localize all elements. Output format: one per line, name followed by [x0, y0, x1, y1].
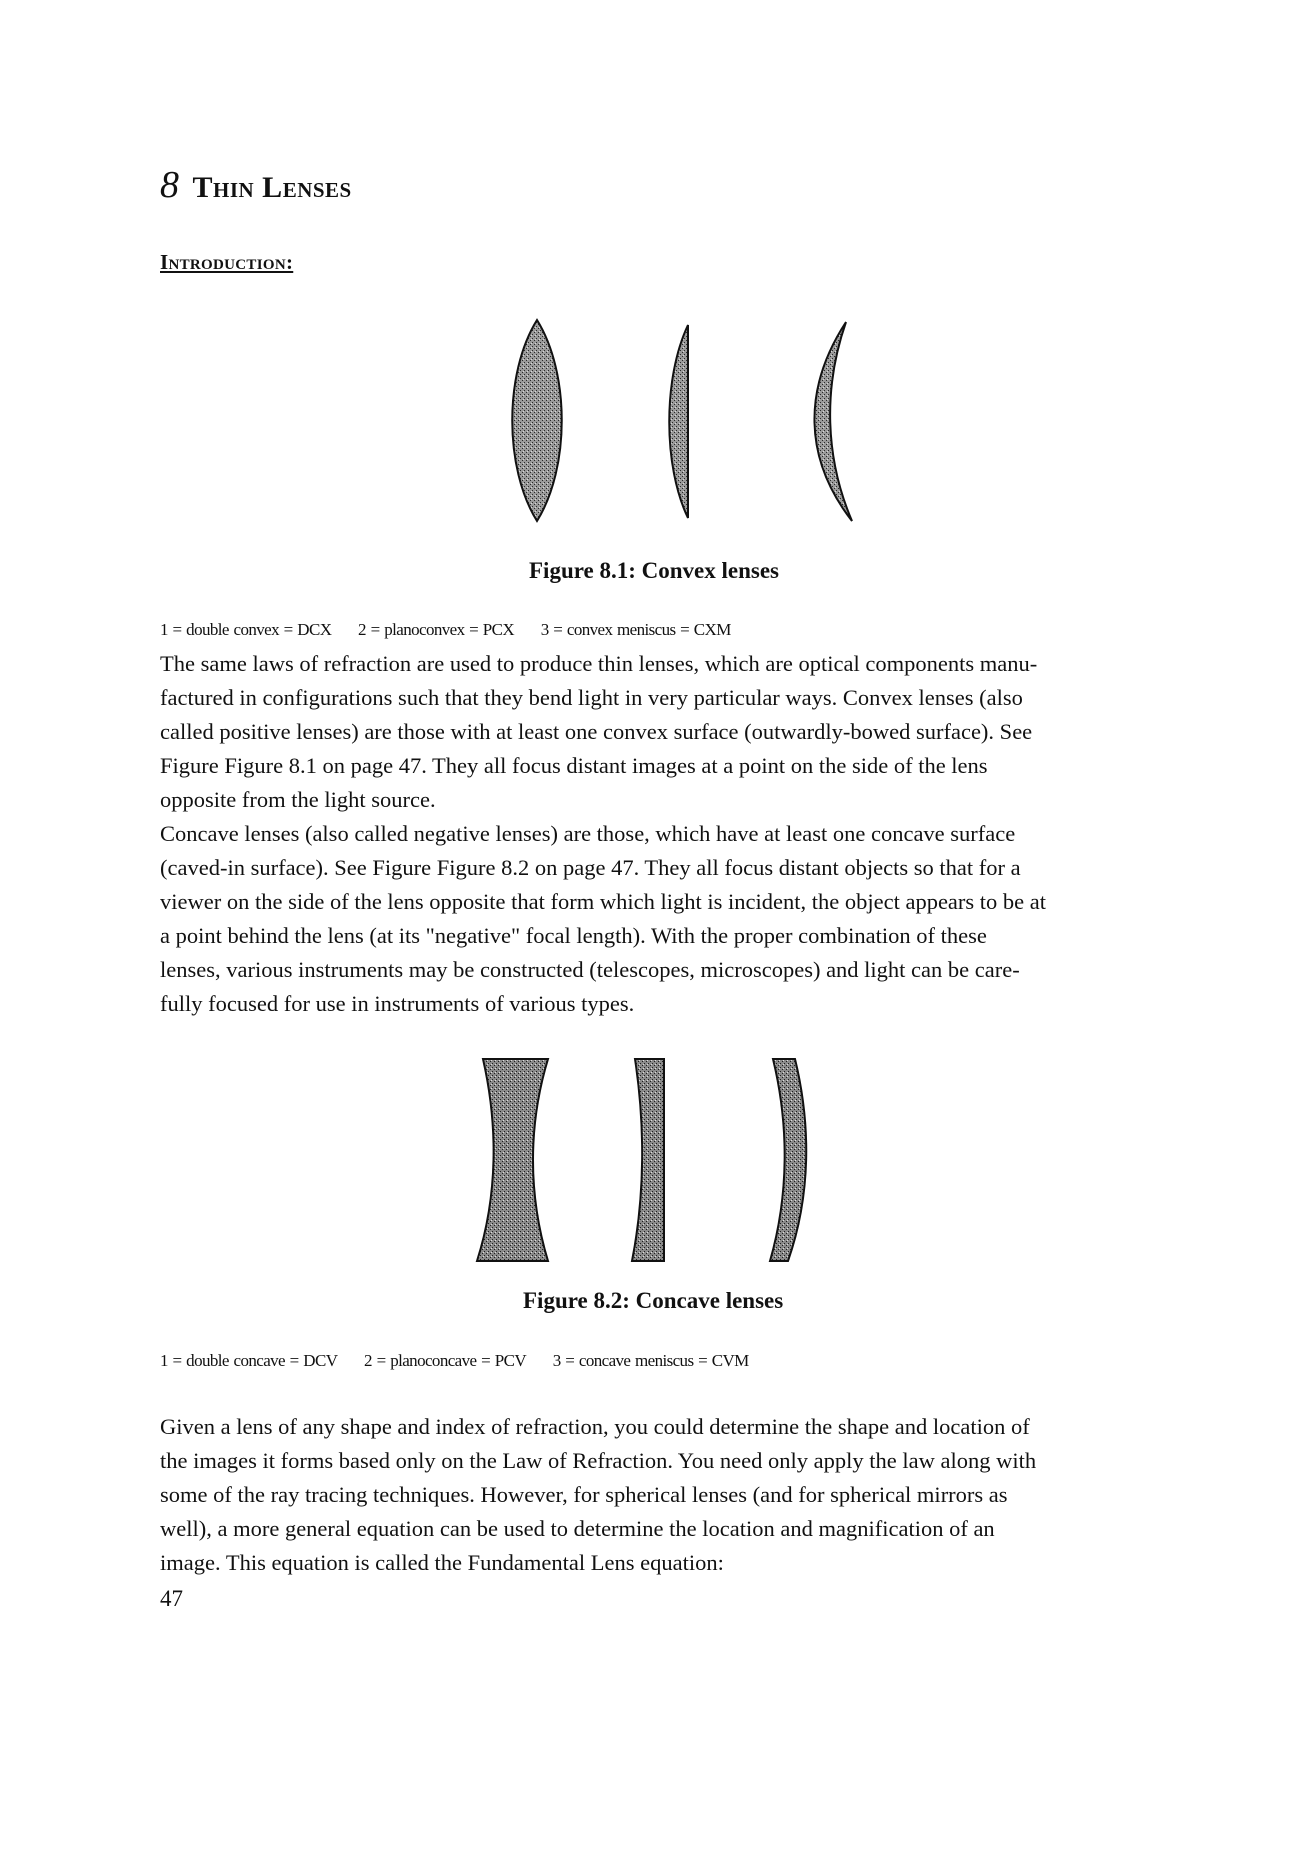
figure2-legend-item: 3 = concave meniscus = CVM	[552, 1351, 749, 1370]
paragraph-line: well), a more general equation can be used to determine the location and magnification of an	[160, 1516, 995, 1541]
figure2-legend	[160, 1351, 771, 1371]
paragraph-line: called positive lenses) are those with at least one convex surface (outwardly-bowed surface). See	[160, 719, 1033, 744]
paragraph-line: image. This equation is called the Fundamental Lens equation:	[160, 1550, 724, 1575]
paragraph-line: factured in configurations such that they bend light in very particular ways. Convex lenses (also	[160, 685, 1023, 710]
figure1-legend-item: 1 = double convex = DCX	[160, 620, 332, 639]
paragraph-line: a point behind the lens (at its "negative" focal length). With the proper combination of these	[160, 923, 987, 948]
chapter-title-text: Thin Lenses	[192, 171, 352, 204]
paragraph-line: viewer on the side of the lens opposite that form which light is incident, the object appears to be at	[160, 889, 1047, 914]
chapter-number: 8	[160, 164, 179, 206]
paragraph-line: The same laws of refraction are used to produce thin lenses, which are optical components manu-	[160, 651, 1038, 676]
paragraph-line: some of the ray tracing techniques. However, for spherical lenses (and for spherical mirrors as	[160, 1482, 1008, 1507]
planoconvex-lens-shape	[669, 325, 688, 518]
convex-meniscus-lens-shape	[814, 322, 852, 521]
double-convex-lens-shape	[512, 320, 562, 521]
paragraph-line: Given a lens of any shape and index of refraction, you could determine the shape and location of	[160, 1414, 1030, 1439]
figure2-caption: Figure 8.2: Concave lenses	[523, 1288, 784, 1313]
paragraph-line: Figure Figure 8.1 on page 47. They all focus distant images at a point on the side of the lens	[160, 753, 988, 778]
figure1-legend	[160, 620, 753, 640]
figure1-legend-item: 3 = convex meniscus = CXM	[540, 620, 731, 639]
planoconcave-lens-shape	[632, 1059, 664, 1261]
paragraph-line: fully focused for use in instruments of various types.	[160, 991, 635, 1016]
figure1-caption: Figure 8.1: Convex lenses	[529, 558, 780, 583]
double-concave-lens-shape	[477, 1059, 548, 1261]
paragraph-line: (caved-in surface). See Figure Figure 8.2 on page 47. They all focus distant objects so that for a	[160, 855, 1021, 880]
figure-concave-lenses	[460, 1055, 880, 1265]
section-heading: Introduction:	[160, 250, 294, 274]
paragraph-line: opposite from the light source.	[160, 787, 436, 812]
paragraph-lens-types	[160, 647, 1200, 1021]
concave-meniscus-lens-shape	[770, 1059, 806, 1261]
paragraph-line: Concave lenses (also called negative lenses) are those, which have at least one concave surface	[160, 821, 1016, 846]
figure2-legend-item: 2 = planoconcave = PCV	[364, 1351, 527, 1370]
page-number: 47	[160, 1586, 183, 1611]
paragraph-line: lenses, various instruments may be constructed (telescopes, microscopes) and light can be care-	[160, 957, 1020, 982]
figure1-legend-item: 2 = planoconvex = PCX	[358, 620, 515, 639]
figure-convex-lenses	[480, 318, 880, 533]
paragraph-lens-equation	[160, 1410, 1200, 1580]
figure2-legend-item: 1 = double concave = DCV	[160, 1351, 338, 1370]
paragraph-line: the images it forms based only on the Law of Refraction. You need only apply the law along with	[160, 1448, 1037, 1473]
chapter-title	[160, 165, 352, 208]
